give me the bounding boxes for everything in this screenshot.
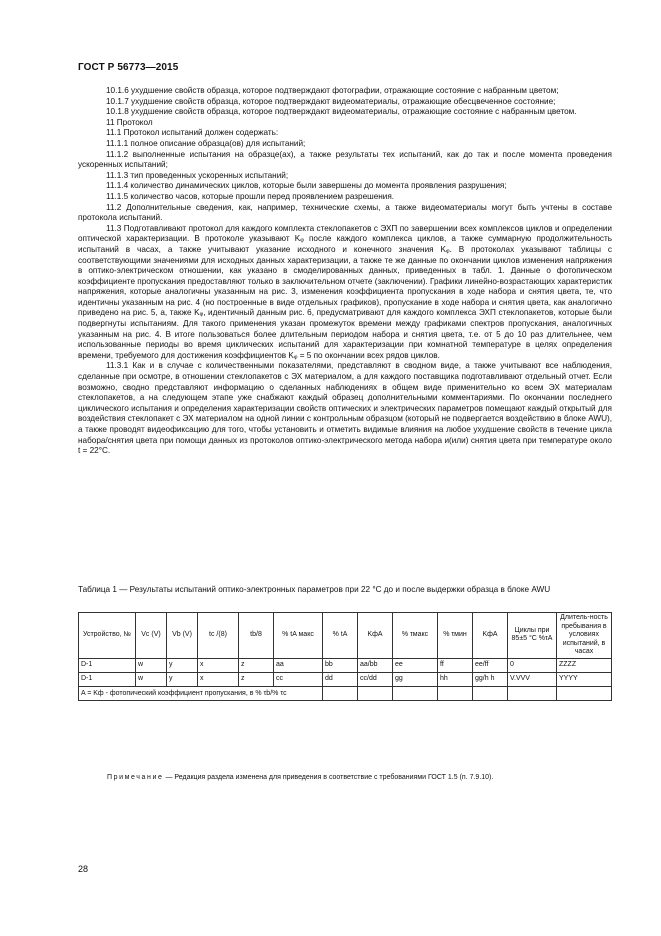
header-tau-max: % τмакс: [393, 613, 438, 659]
paragraph-11-1: 11.1 Протокол испытаний должен содержать:: [106, 128, 279, 138]
table-cell: w: [136, 672, 167, 686]
table-cell: cc: [274, 672, 323, 686]
table-cell: aa/bb: [358, 658, 393, 672]
table-cell: ee/ff: [473, 658, 508, 672]
table-cell: gg/h h: [473, 672, 508, 686]
header-vb: Vb (V): [167, 613, 198, 659]
table-row: [79, 672, 612, 686]
document-header: ГОСТ Р 56773—2015: [78, 62, 179, 73]
table-footnote: A = Kф - фотопический коэффициент пропускания, в % τb/% τc: [79, 686, 323, 700]
header-kfa-2: KфA: [473, 613, 508, 659]
table-cell: dd: [323, 672, 358, 686]
table-footnote-row: [79, 686, 612, 700]
paragraph-11-3-1: 11.3.1 Как и в случае с количественными показателями, представляют в сводном виде, а также учитывают все наблюдения, сделанные при осмотре, в отношении стеклопакетов с ЭХ материалом, а для каждого поставщика подготавливают отдельный отчет. Если возможно, сводно представляют информацию о сделанных наблюдениях в общем виде применительно ко всем ЭХ материалам стеклопакетов, а на следующем этапе уже снабжают каждый образец дополнительными комментариями. По окончании последнего циклического испытания и определения характеризации свойств оптических и электрических параметров помещают каждый открытый для воздействия стеклопакет с ЭХ материалом на одной линии с контрольным образцом (который не подвергается воздействию в блоке AWU), а также проводят видеофиксацию для того, чтобы установить и отметить видимые влияния на любое ухудшение свойств в течение цикла набора/снятия цвета при помощи данных из протоколов оптико-электрического метода набора и(или) снятия цвета при температуре около t = 22°C.: [78, 361, 612, 456]
header-cycles: Циклы при 85±5 °C %τA: [508, 613, 557, 659]
table-cell: V.VVV: [508, 672, 557, 686]
table-cell-empty: [557, 686, 612, 700]
table-cell: hh: [438, 672, 473, 686]
footnote-text: — Редакция раздела изменена для приведения в соответствие с требованиями ГОСТ 1.5 (п. 7.9.10).: [163, 774, 494, 781]
table-cell: 0: [508, 658, 557, 672]
table-cell: x: [198, 658, 239, 672]
header-tc: tc /(8): [198, 613, 239, 659]
header-ta-max: % tA макс: [274, 613, 323, 659]
table-cell: bb: [323, 658, 358, 672]
header-device: Устройство, №: [79, 613, 136, 659]
header-kfa-1: KфA: [358, 613, 393, 659]
table-cell: y: [167, 672, 198, 686]
table-cell: y: [167, 658, 198, 672]
table-cell-empty: [473, 686, 508, 700]
paragraph-11-1-1: 11.1.1 полное описание образца(ов) для испытаний;: [106, 138, 306, 148]
table-cell-empty: [508, 686, 557, 700]
table-cell: z: [239, 672, 274, 686]
table-cell: x: [198, 672, 239, 686]
section-heading-11: 11 Протокол: [106, 117, 153, 127]
paragraph-11-2: 11.2 Дополнительные сведения, как, например, технические схемы, а также видеоматериалы могут быть учтены в составе протокола испытаний.: [78, 202, 612, 223]
table-cell: ee: [393, 658, 438, 672]
table-cell-empty: [393, 686, 438, 700]
paragraph-10-1-6: 10.1.6 ухудшение свойств образца, которое подтверждают фотографии, отражающие состояние с набранным цветом;: [106, 86, 559, 95]
paragraph-10-1-8: 10.1.8 ухудшение свойств образца, которое подтверждают видеоматериалы, отражающие состояние с набранным цветом.: [106, 107, 577, 117]
header-vc: Vc (V): [136, 613, 167, 659]
paragraph-11-1-5: 11.1.5 количество часов, которые прошли перед проявлением разрешения.: [106, 191, 395, 201]
body-text: [78, 86, 612, 457]
header-tau-min: % τмин: [438, 613, 473, 659]
header-ta: % tA: [323, 613, 358, 659]
table-cell-empty: [323, 686, 358, 700]
table-cell: D-1: [79, 658, 136, 672]
paragraph-11-1-4: 11.1.4 количество динамических циклов, которые были завершены до момента проявления разрушения;: [106, 181, 507, 191]
footnote-label: Примечание: [107, 774, 164, 781]
paragraph-11-3: 11.3 Подготавливают протокол для каждого комплекта стеклопакетов с ЭХП по завершении всех комплексов циклов и определении оптической характеризации. В протоколе указывают Kᵩ после каждого комплекса циклов, а также суммарную продолжительность испытаний в часах, а также учитывают указание исходного и конечного значения Kᵩ. В протоколах указывают таблицы с соответствующими значениями для исходных данных характеризации, а также те же данные по окончании циклов изменения напряжения в оптико-электрическом отношении, как указано в смоделированных данных, приведенных в табл. 1. Данные о фотопическом коэффициенте пропускания предоставляют только в заключительном отчете (заключении). Графики линейно-возрастающих характеристик напряжения, которые аналогичны указанным на рис. 3, изменения коэффициента пропускания в ходе набора и снятия цвета, те, что идентичны указанным на рис. 4 (но построенные в виде отдельных графиков), пропускание в ходе набора и снятия цвета, как аналогично приведено на рис. 5, а, также Kᵩ, идентичный данным рис. 6, предусматривают для каждого комплекса ЭХП стеклопакетов, которые были подвергнуты испытаниям. Для такого применения указан промежуток времени между графиками спектров пропускания, аналогичных указанным на рис. 4. В итоге пользоваться более длительным периодом набора и снятия цвета, т.е. от 5 до 10 раз длительнее, чем использованные периоды во время циклических испытаний для характеризации при комнатной температуре в целях определения времени, требуемого для достижения коэффициентов Kᵩ = 5 по окончании всех рядов циклов.: [78, 223, 612, 360]
table-caption: Таблица 1 — Результаты испытаний оптико-электронных параметров при 22 °C до и после выдержки образца в блоке AWU: [78, 585, 551, 594]
results-table: [78, 612, 612, 701]
table-cell: aa: [274, 658, 323, 672]
table-cell: w: [136, 658, 167, 672]
paragraph-11-1-2: 11.1.2 выполненные испытания на образце(ах), а также результаты тех испытаний, как до так и после момента проведения ускоренных испытаний;: [78, 149, 612, 170]
table-cell: ff: [438, 658, 473, 672]
paragraph-10-1-7: 10.1.7 ухудшение свойств образца, которое подтверждают видеоматериалы, отражающие обесцвеченное состояние;: [106, 96, 556, 106]
table-cell: cc/dd: [358, 672, 393, 686]
table-cell: YYYY: [557, 672, 612, 686]
table-cell: D-1: [79, 672, 136, 686]
paragraph-11-1-3: 11.1.3 тип проведенных ускоренных испытаний;: [106, 170, 289, 180]
table-cell: gg: [393, 672, 438, 686]
table-cell-empty: [358, 686, 393, 700]
header-duration: Длитель-ность пребывания в условиях испытаний, в часах: [557, 613, 612, 659]
table-cell: ZZZZ: [557, 658, 612, 672]
header-tb: tb/8: [239, 613, 274, 659]
table-cell: z: [239, 658, 274, 672]
footnote: [107, 773, 612, 782]
page-number: 28: [78, 864, 89, 874]
table-cell-empty: [438, 686, 473, 700]
table-header-row: [79, 613, 612, 659]
table-row: [79, 658, 612, 672]
